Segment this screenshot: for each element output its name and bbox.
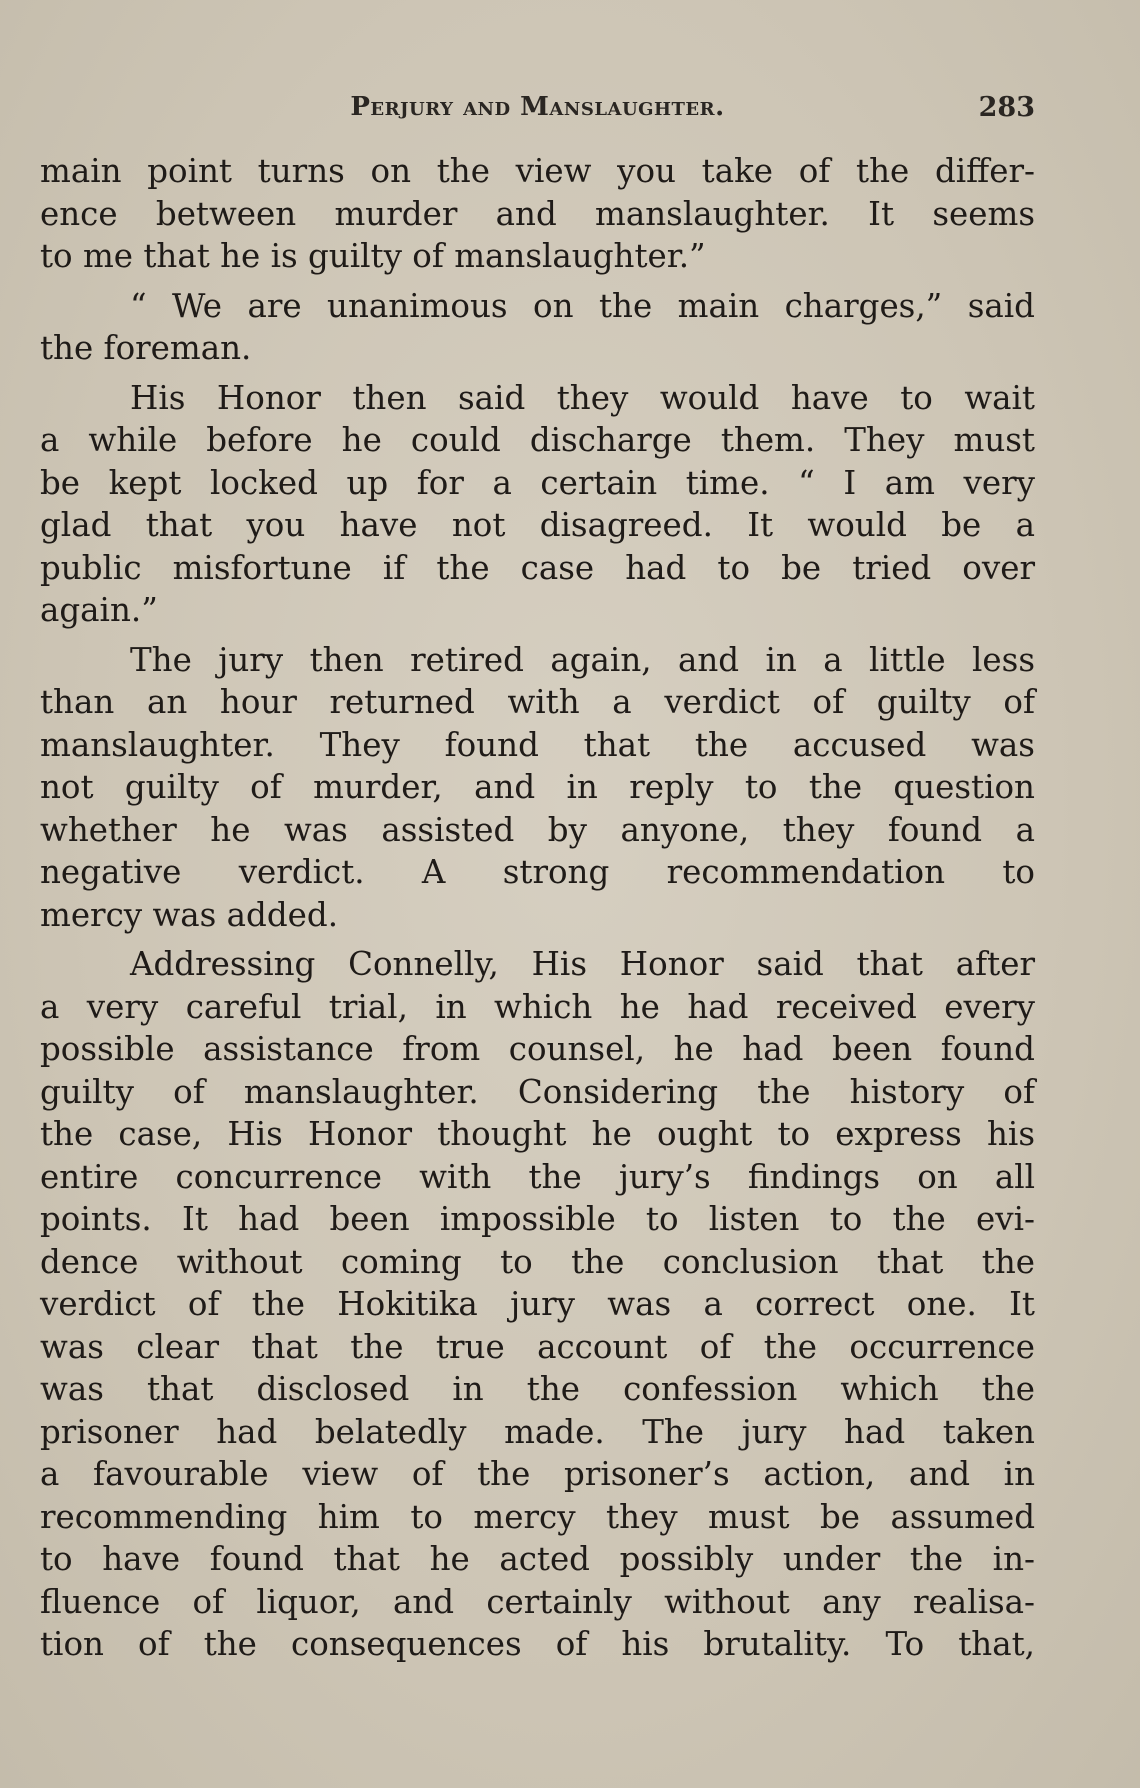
text-line: a while before he could discharge them. They must [40,421,1035,459]
text-line: dence without coming to the conclusion that the [40,1242,1035,1281]
text-line: public misfortune if the case had to be tried over [40,548,1035,587]
text-line: be kept locked up for a certain time. “ I am very [40,463,1035,502]
text-line: entire concurrence with the jury’s findings on all [40,1157,1035,1196]
text-line: verdict of the Hokitika jury was a correct one. It [40,1285,1035,1323]
text-line: “ We are unanimous on the main charges,” said [130,286,1035,325]
text-line: negative verdict. A strong recommendation to [40,853,1035,891]
text-line: not guilty of murder, and in reply to the question [40,768,1035,806]
text-line: mercy was added. [40,895,339,934]
running-title: Perjury and Manslaughter. [350,92,725,122]
text-line: the case, His Honor thought he ought to express his [40,1115,1035,1153]
text-line: prisoner had belatedly made. The jury had taken [40,1412,1035,1451]
text-line: fluence of liquor, and certainly without any realisa- [40,1582,1035,1621]
text-line: to have found that he acted possibly under the in- [40,1540,1035,1578]
text-line: the foreman. [40,329,252,367]
text-line: The jury then retired again, and in a little less [130,640,1035,679]
paragraph [40,377,1035,632]
text-line: manslaughter. They found that the accused was [40,725,1035,764]
paragraph [40,639,1035,937]
text-line: whether he was assisted by anyone, they found a [40,810,1035,849]
text-line: recommending him to mercy they must be assumed [40,1497,1035,1536]
running-head [40,92,1035,132]
text-line: a very careful trial, in which he had received every [40,987,1035,1026]
text-line: than an hour returned with a verdict of guilty of [40,683,1035,721]
text-line: tion of the consequences of his brutality. To that, [40,1625,1035,1663]
page-number: 283 [978,92,1035,123]
text-line: again.” [40,591,158,629]
text-line: was clear that the true account of the occurrence [40,1327,1035,1366]
text-line: main point turns on the view you take of the differ- [40,152,1035,190]
text-line: guilty of manslaughter. Considering the history of [40,1072,1035,1111]
paragraph [40,285,1035,370]
text-line: Addressing Connelly, His Honor said that after [130,945,1035,983]
text-line: ence between murder and manslaughter. It seems [40,194,1035,233]
text-line: possible assistance from counsel, he had been found [40,1030,1035,1068]
text-line: glad that you have not disagreed. It would be a [40,506,1035,544]
text-line: a favourable view of the prisoner’s action, and in [40,1455,1035,1493]
paragraph [40,943,1035,1666]
text-line: was that disclosed in the confession which the [40,1370,1035,1408]
text-line: to me that he is guilty of manslaughter.” [40,237,706,275]
text-line: points. It had been impossible to listen to the evi- [40,1200,1035,1238]
paragraph [40,150,1035,278]
body-text [40,150,1035,1673]
text-line: His Honor then said they would have to wait [130,378,1035,417]
